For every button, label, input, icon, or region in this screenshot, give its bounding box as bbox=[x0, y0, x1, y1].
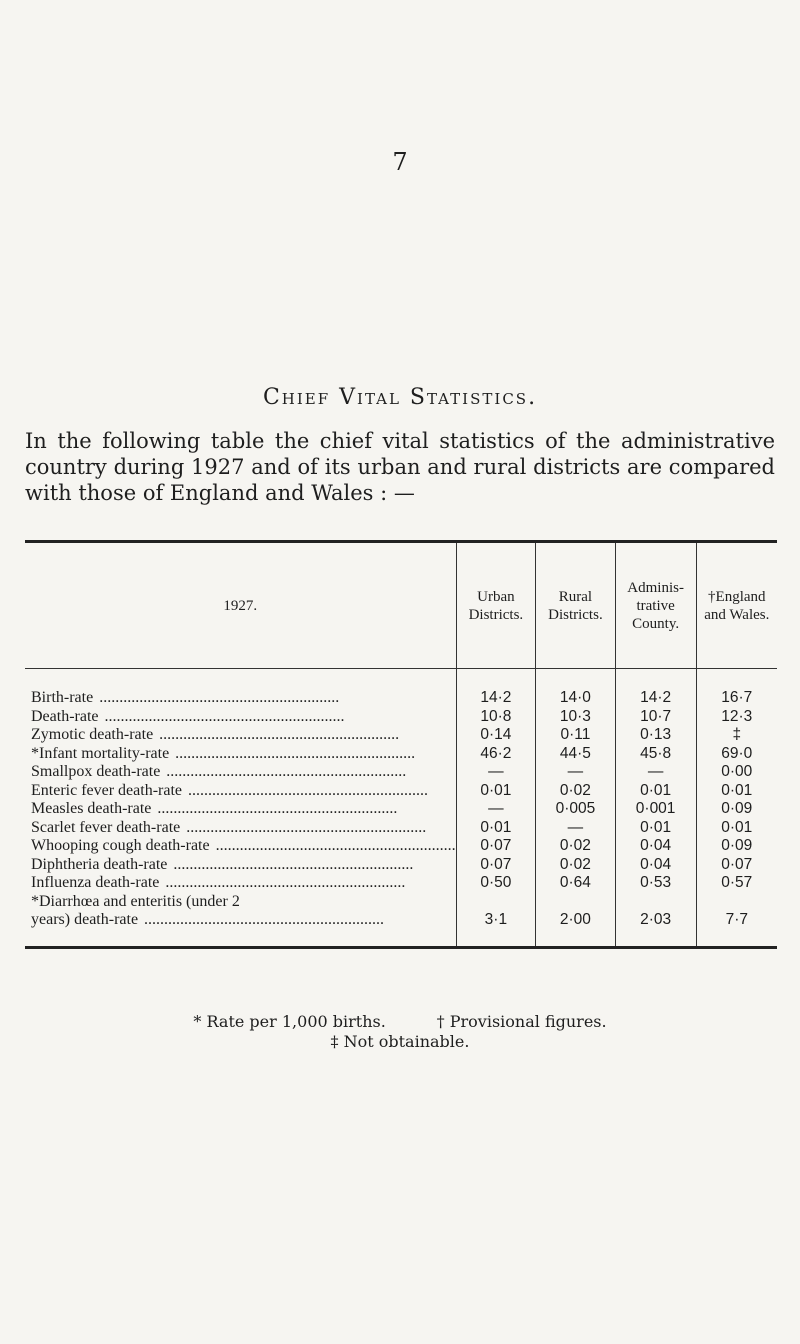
row-label bbox=[25, 856, 456, 875]
row-value: 0·09 bbox=[696, 837, 777, 856]
dot-leader: ............................................................ bbox=[100, 707, 345, 725]
dot-leader: ............................................................ bbox=[155, 726, 400, 743]
row-label-text: Scarlet fever death-rate bbox=[31, 818, 181, 836]
row-label-text: Death-rate bbox=[31, 707, 99, 725]
row-label bbox=[25, 800, 456, 819]
row-value: — bbox=[536, 819, 616, 838]
row-value: 0·57 bbox=[696, 874, 777, 893]
page-number: 7 bbox=[392, 148, 408, 176]
table-row bbox=[25, 669, 777, 708]
row-label-text: Smallpox death-rate bbox=[31, 763, 161, 780]
row-label-text: years) death-rate bbox=[31, 911, 139, 928]
row-value: 0·13 bbox=[615, 726, 696, 745]
row-label bbox=[25, 911, 456, 947]
vital-statistics-table-wrap bbox=[25, 540, 777, 949]
table-row bbox=[25, 837, 777, 856]
row-value: 44·5 bbox=[536, 745, 616, 764]
row-value: 0·02 bbox=[536, 856, 616, 875]
dot-leader: ............................................................ bbox=[211, 837, 456, 854]
row-value: 0·00 bbox=[696, 763, 777, 782]
dot-leader: ............................................................ bbox=[153, 800, 398, 817]
row-value: 0·01 bbox=[456, 782, 536, 801]
table-row bbox=[25, 911, 777, 947]
row-value: ‡ bbox=[696, 726, 777, 745]
section-heading: Chief Vital Statistics. bbox=[262, 385, 538, 410]
table-header-row bbox=[25, 542, 777, 669]
row-value: 10·7 bbox=[615, 708, 696, 727]
dot-leader: ............................................................ bbox=[169, 855, 414, 873]
row-value: 14·0 bbox=[536, 669, 616, 708]
header-rural: Rural Districts. bbox=[536, 542, 616, 669]
footnote-line-1: * Rate per 1,000 births. † Provisional figures. bbox=[193, 1012, 607, 1031]
table-row bbox=[25, 819, 777, 838]
table-row bbox=[25, 856, 777, 875]
row-value: 45·8 bbox=[615, 745, 696, 764]
row-value: 14·2 bbox=[456, 669, 536, 708]
dot-leader: ............................................................ bbox=[161, 874, 406, 891]
row-value: 0·02 bbox=[536, 837, 616, 856]
row-value: 0·01 bbox=[456, 819, 536, 838]
table-row bbox=[25, 874, 777, 893]
row-value: 2·03 bbox=[615, 911, 696, 947]
row-label bbox=[25, 837, 456, 856]
row-value: 10·8 bbox=[456, 708, 536, 727]
row-label-text: Enteric fever death-rate bbox=[31, 781, 183, 799]
row-value: — bbox=[456, 763, 536, 782]
footnote-line-2: ‡ Not obtainable. bbox=[330, 1032, 470, 1051]
row-value: 0·04 bbox=[615, 856, 696, 875]
row-value: 0·005 bbox=[536, 800, 616, 819]
row-label-text: *Infant mortality-rate bbox=[31, 744, 170, 762]
row-value: 0·07 bbox=[456, 856, 536, 875]
table-body bbox=[25, 669, 777, 948]
dot-leader: ............................................................ bbox=[182, 818, 427, 836]
row-value: 0·01 bbox=[696, 819, 777, 838]
row-value: 46·2 bbox=[456, 745, 536, 764]
table-row bbox=[25, 763, 777, 782]
row-value bbox=[696, 893, 777, 912]
row-value: 0·64 bbox=[536, 874, 616, 893]
row-value bbox=[536, 893, 616, 912]
row-value: — bbox=[456, 800, 536, 819]
dot-leader: ............................................................ bbox=[95, 689, 340, 706]
row-value: 10·3 bbox=[536, 708, 616, 727]
row-value bbox=[615, 893, 696, 912]
row-label-text: Birth-rate bbox=[31, 689, 94, 706]
table-row bbox=[25, 745, 777, 764]
row-value: 12·3 bbox=[696, 708, 777, 727]
row-value bbox=[456, 893, 536, 912]
row-label-text: Whooping cough death-rate bbox=[31, 837, 210, 854]
header-county: Adminis-trative County. bbox=[615, 542, 696, 669]
header-england-wales: †England and Wales. bbox=[696, 542, 777, 669]
row-value: 16·7 bbox=[696, 669, 777, 708]
row-value: 0·01 bbox=[696, 782, 777, 801]
row-value: 2·00 bbox=[536, 911, 616, 947]
dot-leader: ............................................................ bbox=[184, 781, 429, 799]
row-value: 0·14 bbox=[456, 726, 536, 745]
header-urban: Urban Districts. bbox=[456, 542, 536, 669]
row-label-text: Zymotic death-rate bbox=[31, 726, 154, 743]
row-label bbox=[25, 708, 456, 727]
row-label bbox=[25, 874, 456, 893]
row-value: 0·04 bbox=[615, 837, 696, 856]
row-label bbox=[25, 745, 456, 764]
row-value: 0·001 bbox=[615, 800, 696, 819]
row-label bbox=[25, 893, 456, 912]
row-value: — bbox=[536, 763, 616, 782]
row-label bbox=[25, 669, 456, 708]
row-value: 14·2 bbox=[615, 669, 696, 708]
row-value: 0·53 bbox=[615, 874, 696, 893]
row-label bbox=[25, 782, 456, 801]
table-row bbox=[25, 782, 777, 801]
dot-leader: ............................................................ bbox=[140, 911, 385, 928]
vital-statistics-table bbox=[25, 540, 777, 949]
row-label-text: Influenza death-rate bbox=[31, 874, 160, 891]
row-value: 0·02 bbox=[536, 782, 616, 801]
row-value: 0·50 bbox=[456, 874, 536, 893]
dot-leader: ............................................................ bbox=[171, 744, 416, 762]
row-label bbox=[25, 726, 456, 745]
row-value: 3·1 bbox=[456, 911, 536, 947]
intro-paragraph: In the following table the chief vital statistics of the administrative country during 1927 and of its urban and rural districts are compared with those of England and Wales : — bbox=[25, 429, 775, 505]
table-row bbox=[25, 893, 777, 912]
row-value: 0·07 bbox=[456, 837, 536, 856]
table-row bbox=[25, 726, 777, 745]
row-label-text: Diphtheria death-rate bbox=[31, 855, 168, 873]
row-label bbox=[25, 819, 456, 838]
row-label-text: Measles death-rate bbox=[31, 800, 152, 817]
dot-leader: ............................................................ bbox=[162, 763, 407, 780]
table-row bbox=[25, 800, 777, 819]
row-value: 0·07 bbox=[696, 856, 777, 875]
row-value: 69·0 bbox=[696, 745, 777, 764]
row-value: 0·01 bbox=[615, 782, 696, 801]
row-value: 0·01 bbox=[615, 819, 696, 838]
header-year: 1927. bbox=[223, 597, 258, 614]
row-value: 0·11 bbox=[536, 726, 616, 745]
row-value: 0·09 bbox=[696, 800, 777, 819]
row-value: 7·7 bbox=[696, 911, 777, 947]
row-label-text: *Diarrhœa and enteritis (under 2 bbox=[31, 892, 240, 910]
table-row bbox=[25, 708, 777, 727]
row-label bbox=[25, 763, 456, 782]
row-value: — bbox=[615, 763, 696, 782]
